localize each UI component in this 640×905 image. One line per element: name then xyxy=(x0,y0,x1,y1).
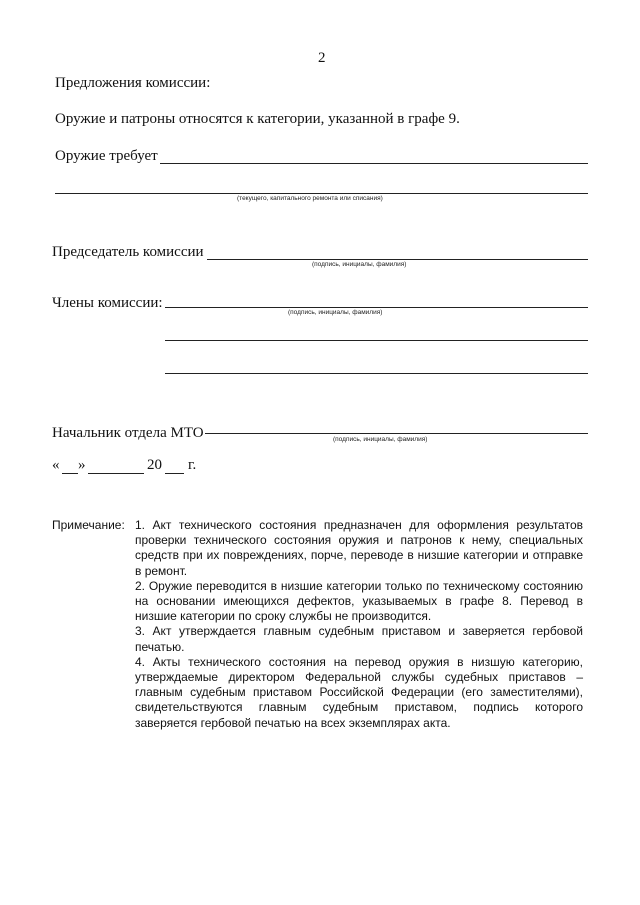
weapon-requires-label: Оружие требует xyxy=(55,148,158,164)
note-item-3: 3. Акт утверждается главным судебным приставом и заверяется гербовой печатью. xyxy=(135,624,583,654)
member-signature-caption: (подпись, инициалы, фамилия) xyxy=(288,309,383,316)
note-body xyxy=(135,518,583,731)
date-close-quote: » xyxy=(78,457,86,473)
head-mto-label: Начальник отдела МТО xyxy=(52,425,204,441)
month-blank xyxy=(88,473,144,474)
year-suffix: г. xyxy=(188,457,197,473)
category-statement: Оружие и патроны относятся к категории, указанной в графе 9. xyxy=(55,111,460,127)
weapon-requires-line-2 xyxy=(55,193,588,194)
date-line xyxy=(52,457,272,477)
member-signature-line-2 xyxy=(165,340,588,341)
note-item-2: 2. Оружие переводится в низшие категории только по техническому состоянию на основании имеющихся дефектов, указываемых в графе 8. Перевод в низшие категории по сроку службы не производится. xyxy=(135,578,583,624)
member-signature-line-1 xyxy=(165,307,588,308)
members-label: Члены комиссии: xyxy=(52,295,163,311)
year-prefix: 20 xyxy=(147,457,162,473)
day-blank xyxy=(62,473,78,474)
chairman-signature-line xyxy=(207,259,588,260)
year-blank xyxy=(165,473,184,474)
note-item-4: 4. Акты технического состояния на перевод оружия в низшую категорию, утверждаемые директором Федеральной службы судебных приставов – главным судебным приставом Российской Федерации (его заместителями), свидетельствуются главным судебным приставом, подпись которого заверяется гербовой печатью на всех экземплярах акта. xyxy=(135,654,583,730)
member-signature-line-3 xyxy=(165,373,588,374)
date-open-quote: « xyxy=(52,457,60,473)
note-item-1: 1. Акт технического состояния предназначен для оформления результатов проверки технического состояния оружия и патронов к нему, специальных средств при их повреждениях, порче, переводе в низшие категории и отправке в ремонт. xyxy=(135,518,583,578)
repair-caption: (текущего, капитального ремонта или списания) xyxy=(237,195,383,202)
chairman-signature-caption: (подпись, инициалы, фамилия) xyxy=(312,261,407,268)
weapon-requires-line xyxy=(160,163,588,164)
head-mto-signature-line xyxy=(205,433,588,434)
note-label: Примечание: xyxy=(52,518,125,532)
chairman-label: Председатель комиссии xyxy=(52,244,204,260)
proposals-heading: Предложения комиссии: xyxy=(55,75,211,91)
head-mto-signature-caption: (подпись, инициалы, фамилия) xyxy=(333,436,428,443)
page-number: 2 xyxy=(318,50,326,66)
